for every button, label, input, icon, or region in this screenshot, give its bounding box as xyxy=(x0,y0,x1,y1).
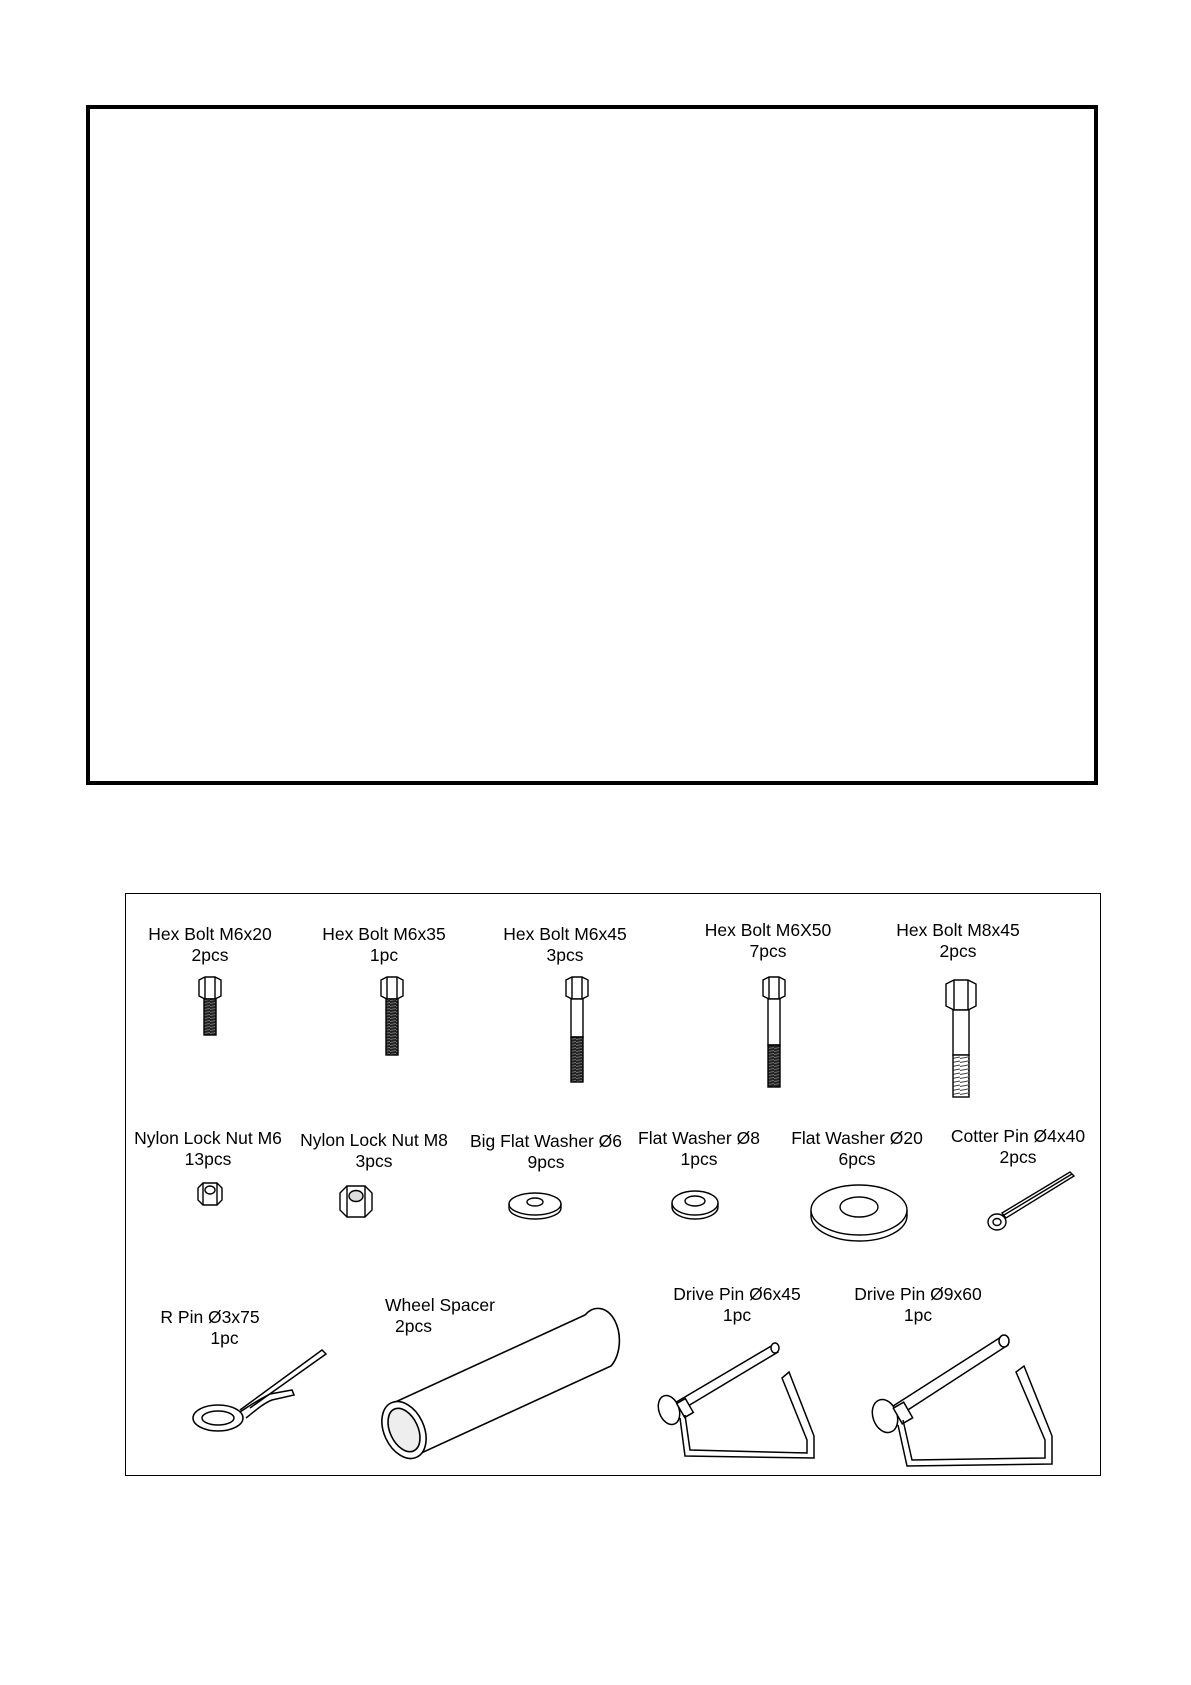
part-qty: 2pcs xyxy=(939,941,977,961)
r-pin-icon xyxy=(193,1350,326,1431)
washer-icon xyxy=(509,1193,561,1219)
part-qty: 1pc xyxy=(210,1328,239,1348)
part-qty: 6pcs xyxy=(838,1149,876,1169)
hex-bolt-icon xyxy=(946,980,976,1097)
lock-nut-icon xyxy=(340,1186,372,1217)
part-qty: 2pcs xyxy=(191,945,229,965)
drive-pin-icon xyxy=(654,1343,814,1458)
part-qty: 9pcs xyxy=(527,1152,565,1172)
part-name: R Pin Ø3x75 xyxy=(160,1307,260,1327)
part-name: Drive Pin Ø6x45 xyxy=(673,1284,801,1304)
wheel-spacer-icon xyxy=(373,1308,619,1465)
part-name: Hex Bolt M6x20 xyxy=(148,924,272,944)
part-qty: 2pcs xyxy=(395,1316,433,1336)
part-name: Flat Washer Ø20 xyxy=(791,1128,923,1148)
part-name: Hex Bolt M6X50 xyxy=(704,920,832,940)
cotter-pin-icon xyxy=(988,1172,1074,1230)
part-qty: 7pcs xyxy=(749,941,787,961)
part-qty: 1pc xyxy=(903,1305,933,1325)
drive-pin-icon xyxy=(868,1335,1052,1466)
part-name: Big Flat Washer Ø6 xyxy=(469,1131,623,1151)
lock-nut-icon xyxy=(198,1183,222,1205)
washer-icon xyxy=(811,1185,907,1241)
part-name: Wheel Spacer xyxy=(385,1295,495,1315)
part-name: Nylon Lock Nut M8 xyxy=(300,1130,448,1150)
hex-bolt-icon xyxy=(763,977,785,1087)
hex-bolt-icon xyxy=(566,977,588,1082)
part-name: Hex Bolt M8x45 xyxy=(896,920,1020,940)
part-qty: 1pc xyxy=(369,945,399,965)
part-qty: 1pcs xyxy=(680,1149,718,1169)
part-name: Nylon Lock Nut M6 xyxy=(134,1128,282,1148)
part-name: Cotter Pin Ø4x40 xyxy=(950,1126,1086,1146)
hex-bolt-icon xyxy=(381,977,403,1055)
washer-icon xyxy=(672,1191,718,1219)
part-name: Hex Bolt M6x45 xyxy=(503,924,627,944)
part-name: Drive Pin Ø9x60 xyxy=(854,1284,982,1304)
part-name: Hex Bolt M6x35 xyxy=(322,924,446,944)
part-qty: 3pcs xyxy=(546,945,584,965)
part-name: Flat Washer Ø8 xyxy=(638,1128,760,1148)
hex-bolt-icon xyxy=(199,977,221,1035)
part-qty: 2pcs xyxy=(999,1147,1037,1167)
part-qty: 13pcs xyxy=(184,1149,232,1169)
part-qty: 1pc xyxy=(722,1305,752,1325)
part-qty: 3pcs xyxy=(355,1151,393,1171)
